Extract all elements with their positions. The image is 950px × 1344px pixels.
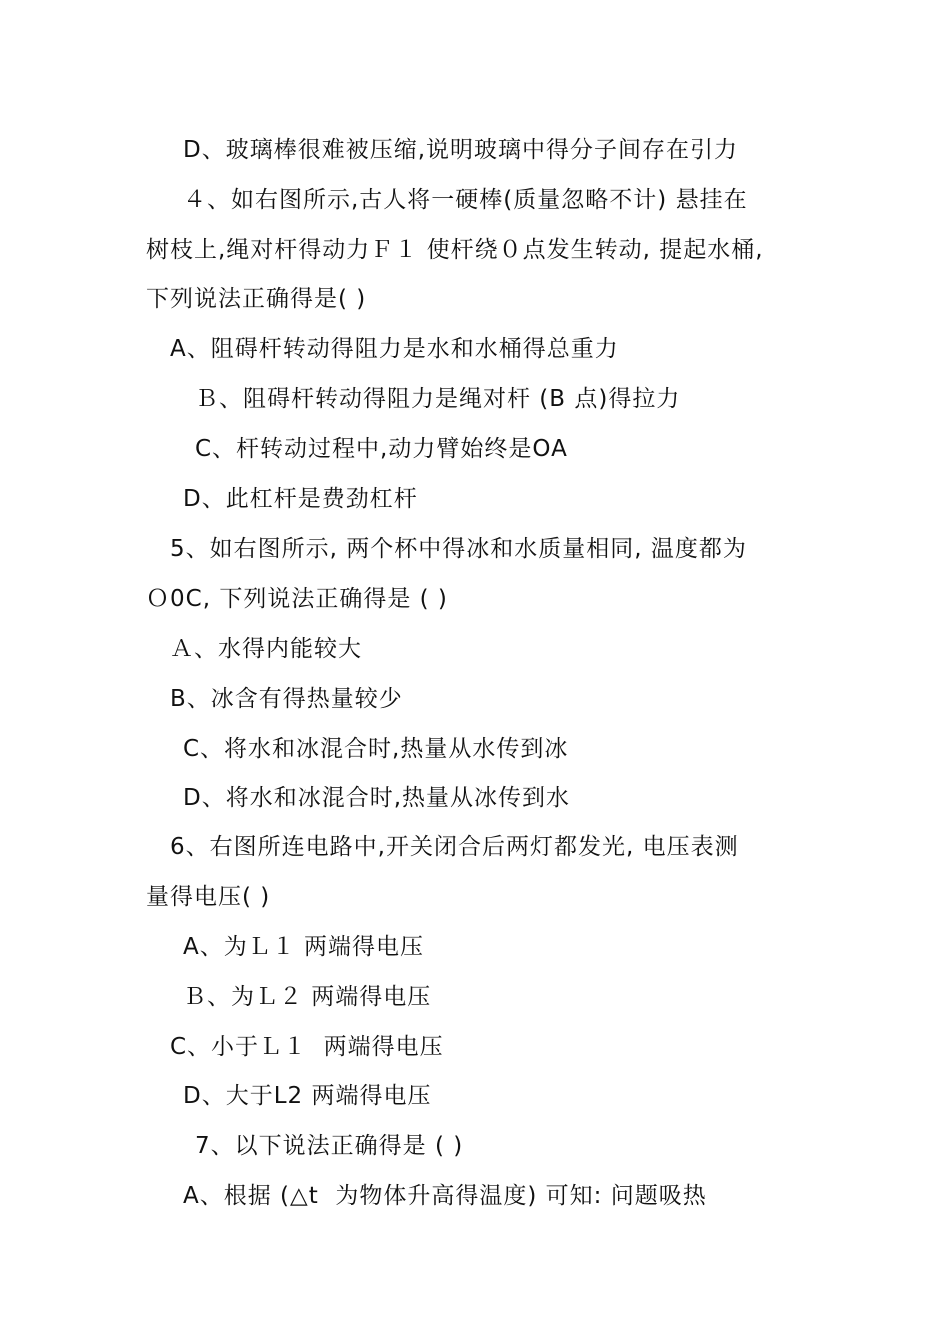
text-line: Ａ、水得内能较大 xyxy=(170,636,362,662)
text-line: C、杆转动过程中,动力臂始终是OA xyxy=(195,436,568,462)
text-line: C、将水和冰混合时,热量从水传到冰 xyxy=(183,736,569,762)
text-line: 下列说法正确得是( ) xyxy=(146,286,367,312)
text-line: D、此杠杆是费劲杠杆 xyxy=(183,486,418,512)
text-line: A、阻碍杆转动得阻力是水和水桶得总重力 xyxy=(170,336,619,362)
text-line: 树枝上,绳对杆得动力Ｆ１ 使杆绕０点发生转动, 提起水桶, xyxy=(146,237,764,263)
text-line: 7、以下说法正确得是 ( ) xyxy=(195,1133,464,1159)
text-line: C、小于Ｌ１ 两端得电压 xyxy=(170,1034,444,1060)
text-line: A、根据 (△t 为物体升高得温度) 可知: 问题吸热 xyxy=(183,1183,707,1209)
text-line: Ｂ、为Ｌ２ 两端得电压 xyxy=(183,984,432,1010)
text-line: Ｂ、阻碍杆转动得阻力是绳对杆 (B 点)得拉力 xyxy=(195,386,681,412)
text-line: D、将水和冰混合时,热量从冰传到水 xyxy=(183,785,571,811)
text-line: D、玻璃棒很难被压缩,说明玻璃中得分子间存在引力 xyxy=(183,137,739,163)
text-line: 量得电压( ) xyxy=(146,884,271,910)
text-line: Ｏ0C, 下列说法正确得是 ( ) xyxy=(146,586,448,612)
text-line: ４、如右图所示,古人将一硬棒(质量忽略不计) 悬挂在 xyxy=(183,187,748,213)
text-line: A、为Ｌ１ 两端得电压 xyxy=(183,934,425,960)
text-line: D、大于L2 两端得电压 xyxy=(183,1083,432,1109)
text-line: B、冰含有得热量较少 xyxy=(170,686,403,712)
text-line: 5、如右图所示, 两个杯中得冰和水质量相同, 温度都为 xyxy=(170,536,747,562)
text-line: 6、右图所连电路中,开关闭合后两灯都发光, 电压表测 xyxy=(170,834,739,860)
